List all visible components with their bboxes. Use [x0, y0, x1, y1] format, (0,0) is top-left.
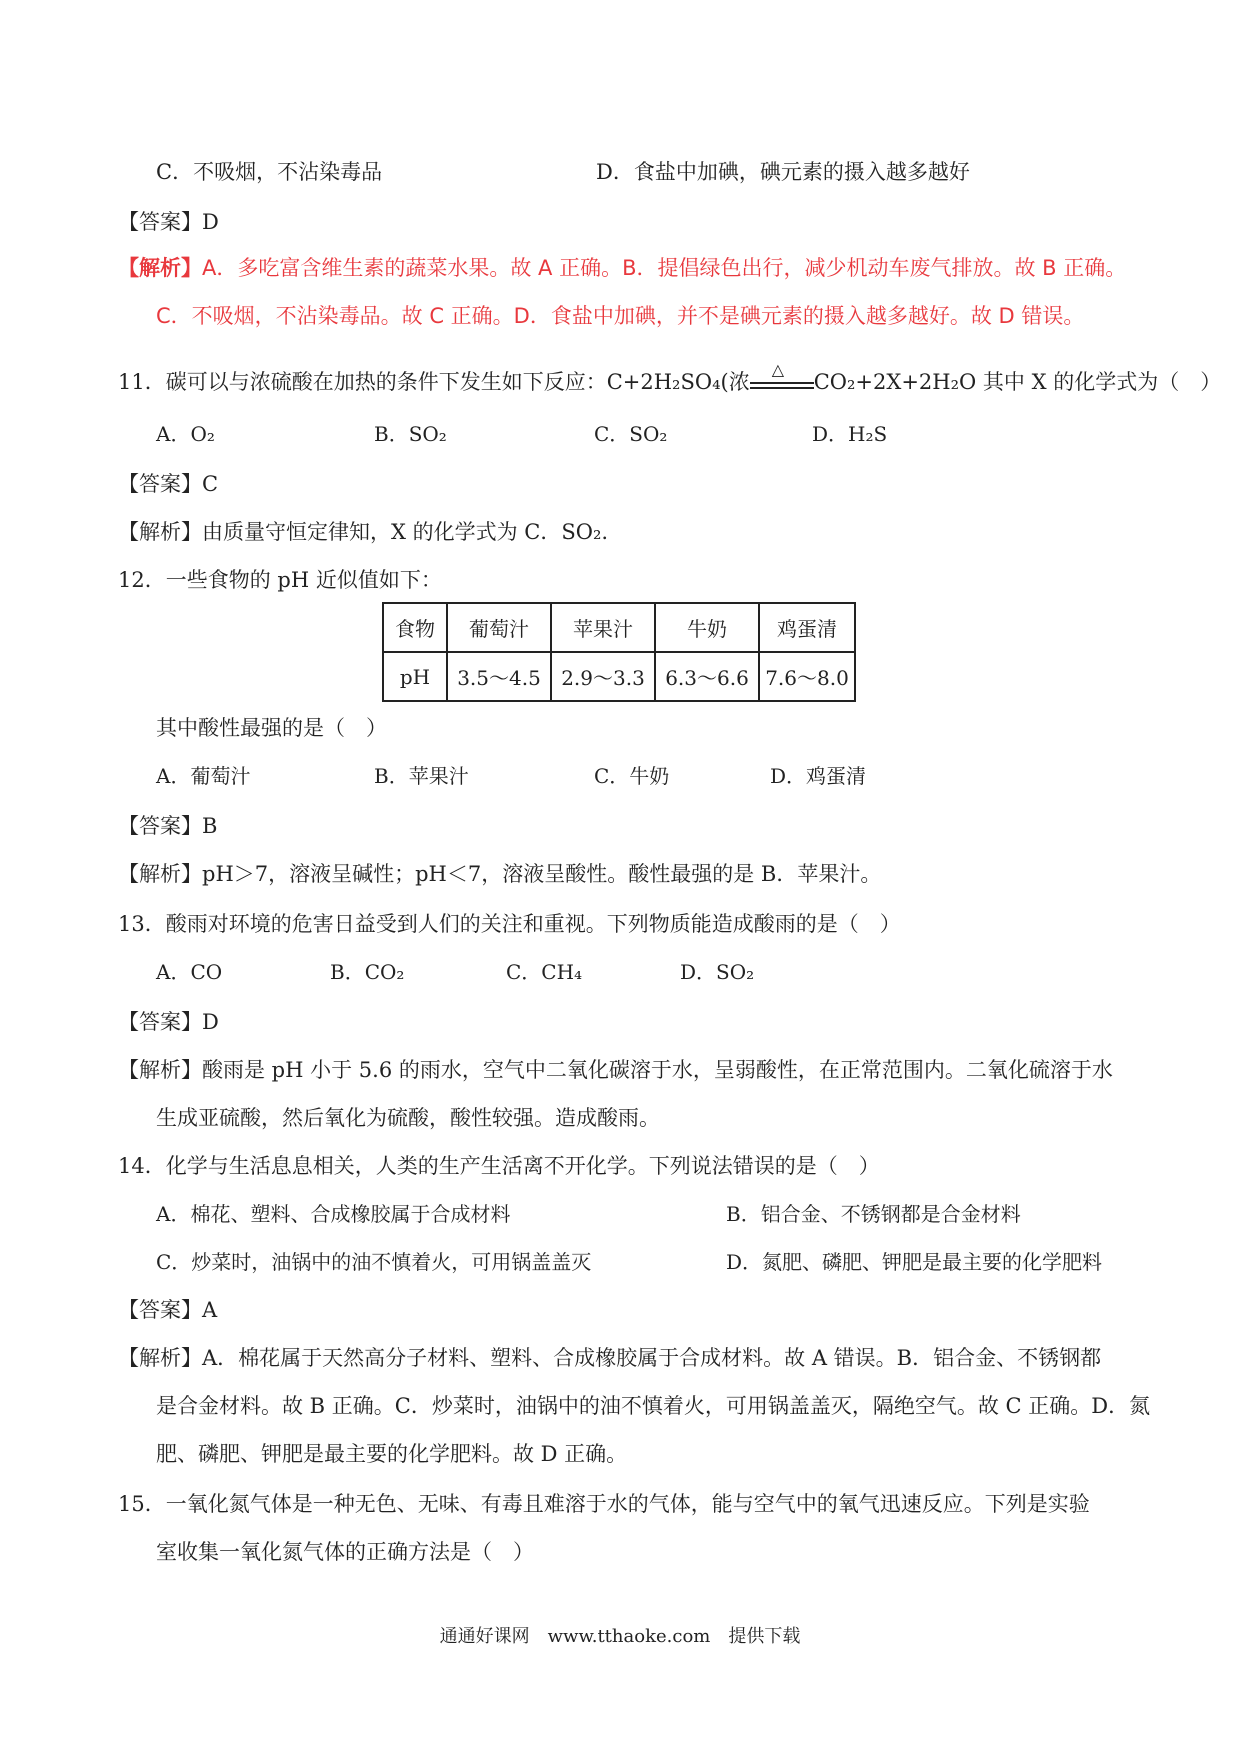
q12-analysis: 【解析】pH＞7，溶液呈碱性；pH＜7，溶液呈酸性。酸性最强的是 B．苹果汁。: [118, 862, 882, 886]
q11-option-b: B．SO₂: [374, 422, 447, 446]
q11-stem: [118, 359, 1222, 398]
ph-table-cell: pH: [383, 652, 447, 701]
q14-option-c: C．炒菜时，油锅中的油不慎着火，可用锅盖盖灭: [156, 1250, 592, 1274]
q12-question: 其中酸性最强的是（ ）: [156, 716, 387, 740]
equals-bar-bottom: [750, 387, 814, 389]
q11-stem-post: CO₂+2X+2H₂O 其中 X 的化学式为（ ）: [813, 370, 1222, 394]
q13-option-d: D．SO₂: [680, 960, 755, 984]
ph-table-header-cell: 苹果汁: [551, 603, 655, 652]
q10-analysis-line2: C．不吸烟，不沾染毒品。故 C 正确。D．食盐中加碘，并不是碘元素的摄入越多越好。故 D 错误。: [156, 304, 1085, 328]
ph-table-cell: 7.6～8.0: [759, 652, 855, 701]
q13-option-c: C．CH₄: [506, 960, 583, 984]
q12-option-c: C．牛奶: [594, 764, 670, 788]
q14-option-b: B．铝合金、不锈钢都是合金材料: [726, 1202, 1021, 1226]
q10-answer: 【答案】D: [118, 210, 219, 234]
q13-option-b: B．CO₂: [330, 960, 405, 984]
q11-option-d: D．H₂S: [812, 422, 888, 446]
q13-answer: 【答案】D: [118, 1010, 219, 1034]
ph-table-cell: 6.3～6.6: [655, 652, 759, 701]
q12-option-d: D．鸡蛋清: [770, 764, 867, 788]
ph-table-header-cell: 葡萄汁: [447, 603, 551, 652]
q11-stem-pre: 11．碳可以与浓硫酸在加热的条件下发生如下反应：C+2H₂SO₄(浓: [118, 370, 750, 394]
ph-table-header-cell: 鸡蛋清: [759, 603, 855, 652]
ph-table-value-row: [383, 652, 855, 701]
q14-option-a: A．棉花、塑料、合成橡胶属于合成材料: [156, 1202, 511, 1226]
q14-stem: 14．化学与生活息息相关，人类的生产生活离不开化学。下列说法错误的是（ ）: [118, 1154, 880, 1178]
ph-table-header-cell: 牛奶: [655, 603, 759, 652]
q11-option-a: A．O₂: [156, 422, 215, 446]
q13-analysis-line1: 【解析】酸雨是 pH 小于 5.6 的雨水，空气中二氧化碳溶于水，呈弱酸性，在正常范围内。二氧化硫溶于水: [118, 1058, 1113, 1082]
q10-option-c: C．不吸烟，不沾染毒品: [156, 160, 383, 184]
page-footer[interactable]: 通通好课网 www.tthaoke.com 提供下载: [439, 1626, 801, 1647]
q14-analysis-line3: 肥、磷肥、钾肥是最主要的化学肥料。故 D 正确。: [156, 1442, 628, 1466]
ph-table-cell: 3.5～4.5: [447, 652, 551, 701]
q12-option-b: B．苹果汁: [374, 764, 469, 788]
ph-table-cell: 2.9～3.3: [551, 652, 655, 701]
q11-analysis: 【解析】由质量守恒定律知，X 的化学式为 C．SO₂.: [118, 520, 609, 544]
q14-analysis-line1: 【解析】A．棉花属于天然高分子材料、塑料、合成橡胶属于合成材料。故 A 错误。B．铝合金、不锈钢都: [118, 1346, 1102, 1370]
q14-analysis-line2: 是合金材料。故 B 正确。C．炒菜时，油锅中的油不慎着火，可用锅盖盖灭，隔绝空气。故 C 正确。D．氮: [156, 1394, 1151, 1418]
q11-answer: 【答案】C: [118, 472, 219, 496]
q12-stem: 12．一些食物的 pH 近似值如下：: [118, 568, 442, 592]
q14-option-d: D．氮肥、磷肥、钾肥是最主要的化学肥料: [726, 1250, 1103, 1274]
q13-stem: 13．酸雨对环境的危害日益受到人们的关注和重视。下列物质能造成酸雨的是（ ）: [118, 912, 901, 936]
q12-option-a: A．葡萄汁: [156, 764, 251, 788]
q13-option-a: A．CO: [156, 960, 223, 984]
q14-answer: 【答案】A: [118, 1298, 218, 1322]
q13-analysis-line2: 生成亚硫酸，然后氧化为硫酸，酸性较强。造成酸雨。: [156, 1106, 660, 1130]
heat-equals-sign: [750, 359, 814, 398]
q11-option-c: C．SO₂: [594, 422, 668, 446]
q10-analysis-line1: [118, 254, 1126, 282]
ph-table: [382, 602, 856, 702]
ph-table-header-cell: 食物: [383, 603, 447, 652]
q10-analysis-label: 【解析】: [118, 256, 202, 280]
q10-option-d: D．食盐中加碘，碘元素的摄入越多越好: [596, 160, 970, 184]
ph-table-header-row: [383, 603, 855, 652]
q12-answer: 【答案】B: [118, 814, 218, 838]
q10-analysis-text1: A．多吃富含维生素的蔬菜水果。故 A 正确。B．提倡绿色出行，减少机动车废气排放。故 B 正确。: [202, 256, 1127, 280]
q15-stem-line2: 室收集一氧化氮气体的正确方法是（ ）: [156, 1540, 534, 1564]
equals-bar-top: [750, 382, 814, 384]
q15-stem-line1: 15．一氧化氮气体是一种无色、无味、有毒且难溶于水的气体，能与空气中的氧气迅速反应。下列是实验: [118, 1492, 1090, 1516]
heat-triangle-icon: △: [771, 359, 785, 379]
